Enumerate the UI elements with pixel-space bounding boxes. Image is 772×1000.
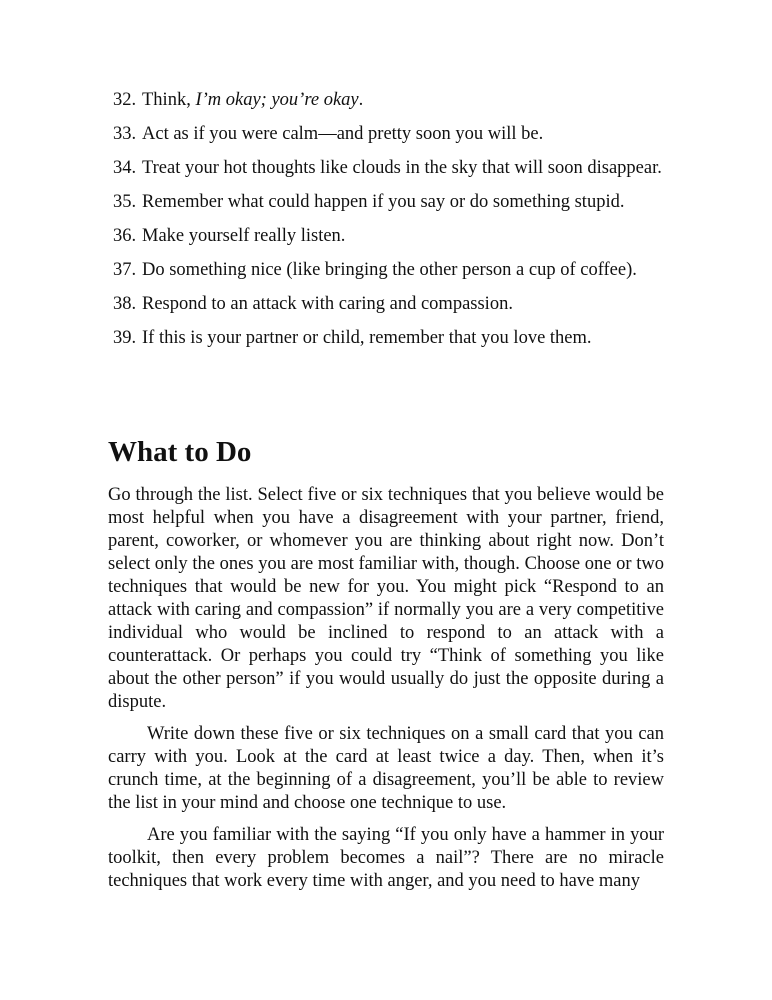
list-item-number: 37. (113, 260, 137, 280)
list-item (113, 293, 673, 316)
section-heading: What to Do (108, 436, 252, 468)
list-item-text-part: . (358, 90, 364, 110)
list-item-number: 34. (113, 158, 137, 178)
list-item-text: Remember what could happen if you say or do something stupid. (142, 192, 625, 212)
list-item (113, 327, 673, 350)
list-item-number: 38. (113, 294, 137, 314)
body-paragraph: Write down these five or six techniques on a small card that you can carry with you. Look at the card at least twice a day. Then, when it’s crunch time, at the beginning of a disagreement, you’ll be able to review the list in your mind and choose one technique to use. (108, 724, 664, 813)
body-paragraph: Go through the list. Select five or six techniques that you believe would be most helpful when you have a disagreement with your partner, friend, parent, coworker, or whomever you are thinking about right now. Don’t select only the ones you are most familiar with, though. Choose one or two techniques that would be new for you. You might pick “Respond to an attack with caring and compassion” if normally you are a very competitive individual who would be inclined to respond to an attack with a counterattack. Or perhaps you could try “Think of something you like about the other person” if you would usually do just the opposite during a dispute. (108, 485, 664, 712)
list-item-text-italic: I’m okay; you’re okay (195, 90, 359, 110)
list-item-text: Act as if you were calm—and pretty soon you will be. (142, 124, 544, 144)
list-item-text (142, 89, 673, 112)
list-item (113, 157, 673, 180)
list-item (113, 123, 673, 146)
section-body (108, 484, 664, 902)
list-item-text-part: Think, (142, 90, 196, 110)
list-item-number: 36. (113, 226, 137, 246)
list-item-number: 35. (113, 192, 137, 212)
list-item (113, 89, 673, 112)
list-item-text: If this is your partner or child, remember that you love them. (142, 328, 592, 348)
list-item-number: 32. (113, 90, 137, 110)
list-item (113, 191, 673, 214)
list-item-text: Treat your hot thoughts like clouds in the sky that will soon disappear. (142, 158, 662, 178)
list-item-text: Respond to an attack with caring and compassion. (142, 294, 513, 314)
technique-list (113, 89, 673, 361)
list-item-number: 33. (113, 124, 137, 144)
list-item-text: Do something nice (like bringing the other person a cup of coffee). (142, 260, 637, 280)
list-item-text: Make yourself really listen. (142, 226, 346, 246)
body-paragraph: Are you familiar with the saying “If you only have a hammer in your toolkit, then every problem becomes a nail”? There are no miracle techniques that work every time with anger, and you need to have many (108, 825, 664, 891)
list-item-number: 39. (113, 328, 137, 348)
list-item (113, 259, 673, 282)
list-item (113, 225, 673, 248)
